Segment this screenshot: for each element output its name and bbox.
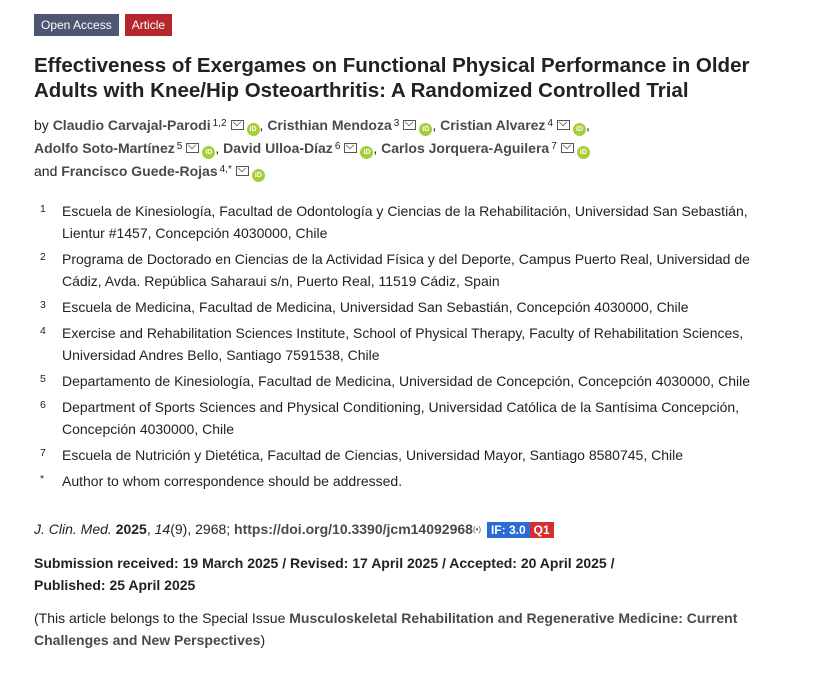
author-item	[381, 140, 590, 156]
author-affiliation-sup: 6	[334, 141, 341, 152]
dates-line-1: Submission received: 19 March 2025 / Revised: 17 April 2025 / Accepted: 20 April 2025 /	[34, 555, 615, 571]
affiliation-item	[34, 370, 788, 392]
doi-link[interactable]: https://doi.org/10.3390/jcm14092968	[234, 521, 473, 537]
affiliation-text: Escuela de Nutrición y Dietética, Facultad de Ciencias, Universidad Mayor, Santiago 8580745, Chile	[62, 447, 684, 463]
citation-year: 2025	[115, 521, 147, 537]
affiliation-text: Department of Sports Sciences and Physical Conditioning, Universidad Católica de la Santísima Concepción, Concepción 4030000, Chile	[62, 399, 740, 437]
publication-dates	[34, 552, 788, 596]
author-item	[267, 117, 432, 133]
special-issue-note	[34, 607, 788, 651]
email-icon[interactable]	[561, 143, 574, 153]
author-item	[53, 117, 260, 133]
special-issue-prefix: (This article belongs to the Special Issue	[34, 610, 290, 626]
author-affiliation-sup: 1,2	[212, 118, 227, 129]
author-item	[61, 163, 265, 179]
journal-name[interactable]: J. Clin. Med.	[34, 521, 112, 537]
orcid-icon[interactable]: iD	[419, 123, 432, 136]
doi-signal-icon: (•)	[472, 525, 482, 534]
citation: J. Clin. Med. 2025, 14(9), 2968; https://doi.org/10.3390/jcm14092968(•) IF: 3.0 Q1	[34, 518, 788, 541]
affiliation-item	[34, 200, 788, 244]
affiliation-item	[34, 444, 788, 466]
author-affiliation-sup: 4,*	[219, 164, 232, 175]
article-type-badge: Article	[125, 14, 172, 36]
orcid-icon[interactable]: iD	[360, 146, 373, 159]
email-icon[interactable]	[557, 120, 570, 130]
affiliation-text: Exercise and Rehabilitation Sciences Institute, School of Physical Therapy, Faculty of Rehabilitation Sciences, Universidad Andres Bello, Santiago 7591538, Chile	[62, 325, 744, 363]
affiliation-number: 1	[40, 203, 46, 215]
author-item	[440, 117, 586, 133]
affiliation-text: Escuela de Kinesiología, Facultad de Odontología y Ciencias de la Rehabilitación, Universidad San Sebastián, Lientur #1457, Concepción 4030000, Chile	[62, 203, 748, 241]
by-label: by	[34, 117, 49, 133]
affiliation-text: Escuela de Medicina, Facultad de Medicina, Universidad San Sebastián, Concepción 4030000, Chile	[62, 299, 689, 315]
author-name[interactable]: Carlos Jorquera-Aguilera	[381, 140, 550, 156]
author-name[interactable]: Claudio Carvajal-Parodi	[52, 117, 211, 133]
author-affiliation-sup: 5	[176, 141, 183, 152]
open-access-badge[interactable]: Open Access	[34, 14, 119, 36]
affiliation-text: Author to whom correspondence should be addressed.	[62, 473, 403, 489]
author-affiliation-sup: 3	[393, 118, 400, 129]
author-affiliation-sup: 4	[547, 118, 553, 129]
affiliation-item	[34, 296, 788, 318]
citation-volume: 14	[154, 521, 171, 537]
affiliation-number: 3	[40, 299, 46, 311]
citation-issue: (9)	[170, 521, 188, 537]
citation-pages: , 2968;	[187, 521, 235, 537]
and-label: and	[34, 163, 58, 179]
affiliation-number: 7	[40, 447, 46, 459]
affiliation-text: Departamento de Kinesiología, Facultad de Medicina, Universidad de Concepción, Concepción 4030000, Chile	[62, 373, 750, 389]
orcid-icon[interactable]: iD	[252, 169, 265, 182]
author-name[interactable]: Adolfo Soto-Martínez	[34, 140, 175, 156]
special-issue-suffix: )	[260, 632, 266, 648]
affiliation-number: 4	[40, 325, 46, 337]
orcid-icon[interactable]: iD	[573, 123, 586, 136]
author-name[interactable]: Cristian Alvarez	[440, 117, 546, 133]
orcid-icon[interactable]: iD	[247, 123, 260, 136]
email-icon[interactable]	[231, 120, 244, 130]
author-affiliation-sup: 7	[551, 141, 557, 152]
affiliation-number: 5	[40, 373, 46, 385]
author-name[interactable]: David Ulloa-Díaz	[223, 140, 333, 156]
email-icon[interactable]	[403, 120, 416, 130]
email-icon[interactable]	[236, 166, 249, 176]
quartile-badge[interactable]: Q1	[530, 522, 554, 538]
affiliation-item	[34, 396, 788, 440]
badges	[34, 14, 788, 36]
affiliation-item	[34, 470, 788, 492]
author-item	[34, 140, 215, 156]
impact-factor-badge[interactable]: IF: 3.0	[487, 522, 530, 538]
author-list: by Claudio Carvajal-Parodi $^{1,2}$iD , Cristhian Mendoza $^3$iD , Cristian Alvarez $^4$iD , Adolfo Soto-Martínez $^5$iD , David Ulloa-Díaz $^6$iD , Carlos Jorquera-Aguilera $^7$iD and Francisco Guede-Rojas $^{4,*}$iD	[34, 113, 788, 182]
article-title: Effectiveness of Exergames on Functional Physical Performance in Older Adults with Knee/Hip Osteoarthritis: A Randomized Controlled Trial	[34, 54, 750, 102]
orcid-icon[interactable]: iD	[577, 146, 590, 159]
affiliation-number: 2	[40, 251, 46, 263]
author-name[interactable]: Cristhian Mendoza	[267, 117, 392, 133]
affiliation-list	[34, 200, 788, 492]
affiliation-item	[34, 322, 788, 366]
affiliation-number: 6	[40, 399, 46, 411]
email-icon[interactable]	[344, 143, 357, 153]
author-name[interactable]: Francisco Guede-Rojas	[61, 163, 218, 179]
dates-line-2: Published: 25 April 2025	[34, 577, 196, 593]
affiliation-text: Programa de Doctorado en Ciencias de la Actividad Física y del Deporte, Campus Puerto Real, Universidad de Cádiz, Avda. República Saharaui s/n, Puerto Real, 11519 Cádiz, Spain	[62, 251, 750, 289]
special-issue-link[interactable]: Musculoskeletal Rehabilitation and Regenerative Medicine: Current Challenges and New Perspectives	[34, 610, 738, 648]
author-item	[223, 140, 373, 156]
affiliation-number: *	[40, 473, 45, 485]
affiliation-item	[34, 248, 788, 292]
orcid-icon[interactable]: iD	[202, 146, 215, 159]
email-icon[interactable]	[186, 143, 199, 153]
